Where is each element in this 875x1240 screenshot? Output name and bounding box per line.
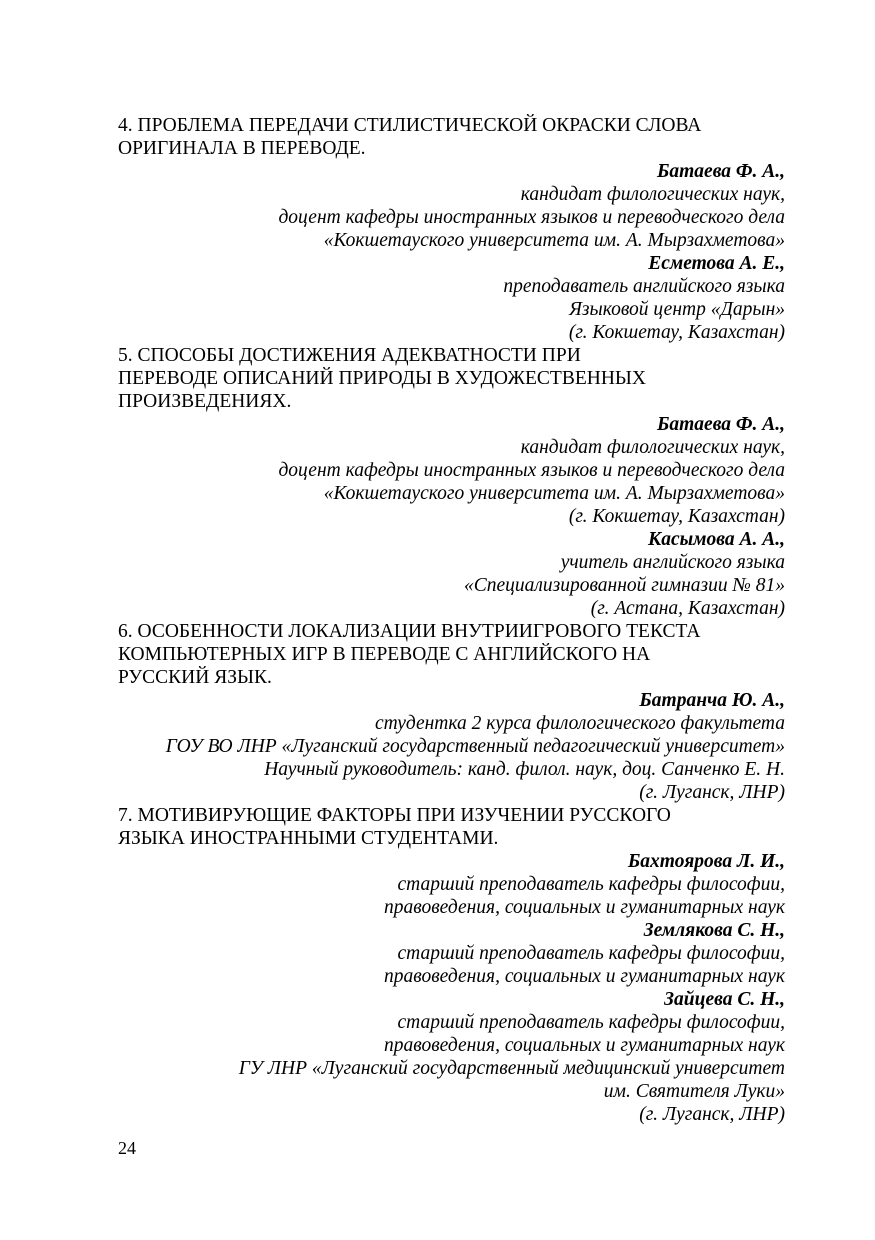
toc-entry <box>118 620 785 804</box>
author-affiliation-line: старший преподаватель кафедры философии, <box>397 943 785 964</box>
author-affiliation-line: «Специализированной гимназии № 81» <box>463 575 785 596</box>
entry-title <box>118 114 785 160</box>
author-block <box>118 919 785 988</box>
entry-title-line: 5. СПОСОБЫ ДОСТИЖЕНИЯ АДЕКВАТНОСТИ ПРИ <box>118 345 581 366</box>
entry-title-line: РУССКИЙ ЯЗЫК. <box>118 667 272 688</box>
author-affiliation-line: ГУ ЛНР «Луганский государственный медицинский университет <box>238 1058 785 1079</box>
author-name: Батранча Ю. А., <box>639 690 785 711</box>
author-affiliation-line: (г. Кокшетау, Казахстан) <box>568 506 785 527</box>
author-name: Есметова А. Е., <box>648 253 785 274</box>
author-block <box>118 413 785 528</box>
entry-title-line: КОМПЬЮТЕРНЫХ ИГР В ПЕРЕВОДЕ С АНГЛИЙСКОГО НА <box>118 644 651 665</box>
author-block <box>118 850 785 919</box>
author-affiliation-line: старший преподаватель кафедры философии, <box>397 874 785 895</box>
author-affiliation-line: (г. Луганск, ЛНР) <box>639 782 785 803</box>
author-affiliation-line: ГОУ ВО ЛНР «Луганский государственный педагогический университет» <box>165 736 785 757</box>
author-affiliation-line: «Кокшетауского университета им. А. Мырзахметова» <box>323 483 785 504</box>
author-name: Батаева Ф. А., <box>657 414 785 435</box>
author-affiliation-line: правоведения, социальных и гуманитарных наук <box>384 897 785 918</box>
author-block <box>118 689 785 804</box>
author-affiliation-line: доцент кафедры иностранных языков и переводческого дела <box>278 207 785 228</box>
author-name: Касымова А. А., <box>648 529 785 550</box>
author-affiliation-line: студентка 2 курса филологического факультета <box>375 713 785 734</box>
author-affiliation-line: Научный руководитель: канд. филол. наук, доц. Санченко Е. Н. <box>264 759 785 780</box>
author-name: Батаева Ф. А., <box>657 161 785 182</box>
author-affiliation-line: старший преподаватель кафедры философии, <box>397 1012 785 1033</box>
author-block <box>118 252 785 344</box>
author-affiliation-line: кандидат филологических наук, <box>520 437 785 458</box>
entry-title <box>118 804 785 850</box>
entry-title <box>118 344 785 413</box>
author-affiliation-line: (г. Кокшетау, Казахстан) <box>568 322 785 343</box>
author-affiliation-line: кандидат филологических наук, <box>520 184 785 205</box>
entry-title-line: ПРОИЗВЕДЕНИЯХ. <box>118 391 292 412</box>
entry-title <box>118 620 785 689</box>
author-affiliation-line: им. Святителя Луки» <box>603 1081 785 1102</box>
author-name: Зайцева С. Н., <box>664 989 785 1010</box>
author-affiliation-line: доцент кафедры иностранных языков и переводческого дела <box>278 460 785 481</box>
author-affiliation-line: «Кокшетауского университета им. А. Мырзахметова» <box>323 230 785 251</box>
document-page <box>118 114 785 1126</box>
author-affiliation-line: правоведения, социальных и гуманитарных наук <box>384 966 785 987</box>
entry-title-line: 7. МОТИВИРУЮЩИЕ ФАКТОРЫ ПРИ ИЗУЧЕНИИ РУССКОГО <box>118 805 671 826</box>
author-block <box>118 160 785 252</box>
author-affiliation-line: преподаватель английского языка <box>503 276 785 297</box>
entry-title-line: ПЕРЕВОДЕ ОПИСАНИЙ ПРИРОДЫ В ХУДОЖЕСТВЕННЫХ <box>118 368 646 389</box>
author-name: Бахтоярова Л. И., <box>627 851 785 872</box>
entry-title-line: 4. ПРОБЛЕМА ПЕРЕДАЧИ СТИЛИСТИЧЕСКОЙ ОКРАСКИ СЛОВА <box>118 115 702 136</box>
author-block <box>118 988 785 1126</box>
author-affiliation-line: (г. Луганск, ЛНР) <box>639 1104 785 1125</box>
author-affiliation-line: учитель английского языка <box>560 552 785 573</box>
author-name: Землякова С. Н., <box>643 920 785 941</box>
author-block <box>118 528 785 620</box>
page-number: 24 <box>118 1138 136 1158</box>
entry-title-line: ОРИГИНАЛА В ПЕРЕВОДЕ. <box>118 138 366 159</box>
author-affiliation-line: (г. Астана, Казахстан) <box>590 598 785 619</box>
toc-entry <box>118 114 785 344</box>
entry-title-line: ЯЗЫКА ИНОСТРАННЫМИ СТУДЕНТАМИ. <box>118 828 499 849</box>
entry-title-line: 6. ОСОБЕННОСТИ ЛОКАЛИЗАЦИИ ВНУТРИИГРОВОГО ТЕКСТА <box>118 621 701 642</box>
author-affiliation-line: правоведения, социальных и гуманитарных наук <box>384 1035 785 1056</box>
toc-entry <box>118 344 785 620</box>
toc-entry <box>118 804 785 1126</box>
author-affiliation-line: Языковой центр «Дарын» <box>569 299 785 320</box>
